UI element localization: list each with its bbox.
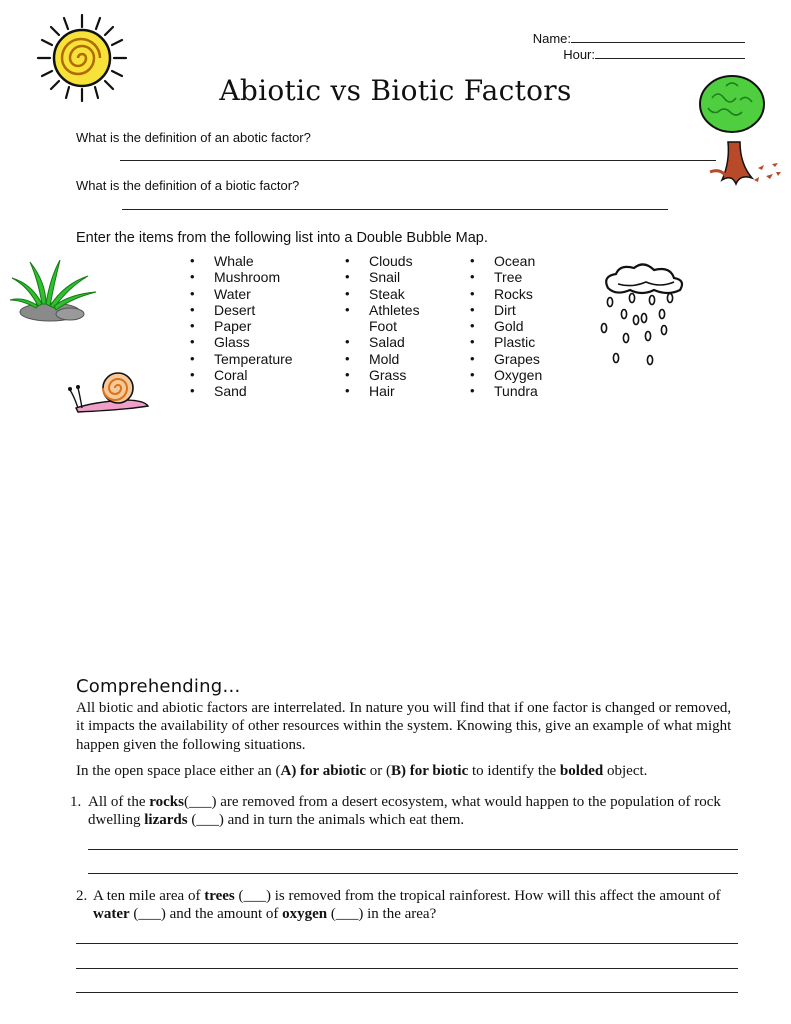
instruction-bold-biotic: B) for biotic (391, 763, 469, 779)
abiotic-answer-line[interactable] (120, 160, 716, 161)
question-1-text (88, 793, 750, 830)
list-item: • Mushroom (190, 269, 293, 285)
bold-term-trees: trees (204, 888, 235, 904)
question-2-answer-line-1[interactable] (76, 943, 738, 944)
list-item: • Ocean (470, 253, 542, 269)
list-item: • Sand (190, 383, 293, 399)
bold-term-lizards: lizards (144, 812, 188, 829)
question-2-answer-line-2[interactable] (76, 968, 738, 969)
item-list-column-2 (345, 253, 420, 400)
page-title: Abiotic vs Biotic Factors (219, 74, 572, 107)
question-2-answer-line-3[interactable] (76, 992, 738, 993)
list-item: • Whale (190, 253, 293, 269)
hour-blank[interactable] (595, 46, 745, 59)
instruction-bold-abiotic: A) for abiotic (280, 763, 367, 779)
list-item: • Tree (470, 269, 542, 285)
list-item: • Glass (190, 334, 293, 350)
comprehending-intro: All biotic and abiotic factors are interrelated. In nature you will find that if one factor is changed or removed, it impacts the availability of other resources within the system. Knowing this, give an example of what might happen given the following situations. (76, 700, 732, 753)
list-item: • Gold (470, 318, 542, 334)
bold-term-water: water (93, 906, 130, 923)
bold-term-rocks: rocks (149, 794, 184, 810)
abiotic-definition-question: What is the definition of an abotic factor? (76, 130, 311, 145)
hour-label: Hour: (563, 47, 595, 62)
list-item: • Plastic (470, 334, 542, 350)
list-item: • Tundra (470, 383, 542, 399)
instruction-part: to identify the (468, 763, 560, 779)
biotic-answer-line[interactable] (122, 209, 668, 210)
question-1-answer-line-1[interactable] (88, 849, 738, 850)
instruction-bold-word: bolded (559, 763, 604, 779)
question-text-part: (___) and the amount of (129, 906, 283, 923)
snail-icon (64, 368, 152, 414)
question-text-part: (___) and in turn the animals which eat them. (187, 812, 465, 829)
list-item: • Rocks (470, 286, 542, 302)
instruction-part: object. (603, 763, 648, 779)
instruction-part: or ( (366, 763, 392, 779)
question-2-text (93, 887, 743, 924)
name-blank[interactable] (571, 30, 745, 43)
list-item: • Athletes (345, 302, 420, 318)
name-field (533, 30, 745, 46)
list-item: • Temperature (190, 351, 293, 367)
rain-cloud-icon (598, 262, 688, 376)
list-item: • Steak (345, 286, 420, 302)
biotic-definition-question: What is the definition of a biotic factor? (76, 178, 300, 193)
question-1-answer-line-2[interactable] (88, 873, 738, 874)
list-item: • Mold (345, 351, 420, 367)
grass-rock-icon (8, 256, 100, 326)
comprehending-heading: Comprehending… (76, 676, 241, 697)
list-item: • Hair (345, 383, 420, 399)
list-item: • Coral (190, 367, 293, 383)
question-text-part: (___) are removed from a desert ecosystem, what would happen to the population of rock dwelling (88, 794, 721, 829)
list-item: • Desert (190, 302, 293, 318)
question-text-part: (___) is removed from the tropical rainforest. How will this affect the amount of (234, 888, 721, 904)
list-item: • Grapes (470, 351, 542, 367)
list-item: • Water (190, 286, 293, 302)
list-item: • Salad (345, 334, 420, 350)
question-text-part: A ten mile area of (93, 888, 205, 904)
question-text-part: All of the (88, 794, 150, 810)
bold-term-oxygen: oxygen (282, 906, 328, 923)
list-item: • Snail (345, 269, 420, 285)
list-item: • Grass (345, 367, 420, 383)
name-label: Name: (532, 31, 571, 46)
hour-field (563, 46, 745, 62)
item-list-column-1 (190, 253, 293, 400)
instruction-part: In the open space place either an ( (76, 763, 281, 779)
list-item: • Clouds (345, 253, 420, 269)
list-item: Foot (369, 318, 398, 335)
abiotic-biotic-instruction (76, 762, 736, 780)
list-item: • Dirt (470, 302, 542, 318)
instruction-text: Enter the items from the following list into a Double Bubble Map. (76, 230, 488, 246)
list-item: • Oxygen (470, 367, 542, 383)
question-2-number: 2. (76, 888, 88, 904)
list-item: • Paper (190, 318, 293, 334)
question-1-number: 1. (70, 794, 82, 810)
question-text-part: (___) in the area? (327, 906, 437, 923)
item-list-column-3 (470, 253, 542, 400)
